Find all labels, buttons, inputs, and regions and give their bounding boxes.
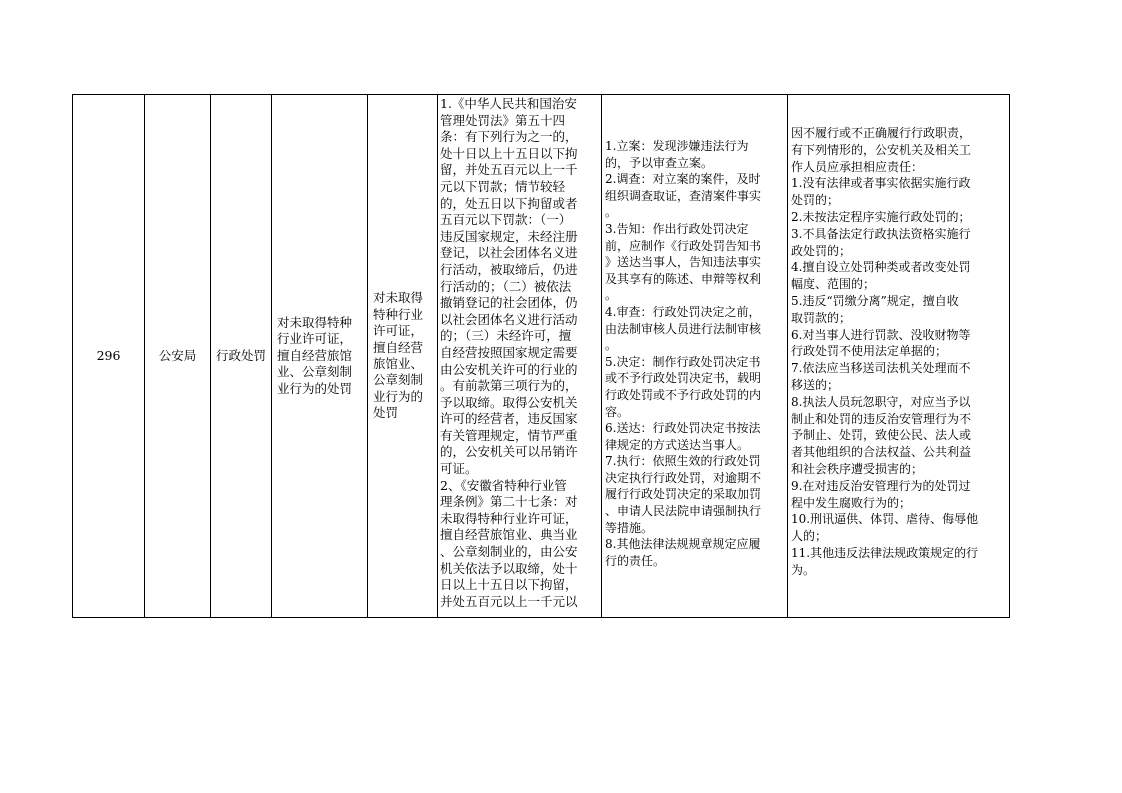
cell-responsibilities [602,95,788,617]
accountability-text: 因不履行或不正确履行行政职责， 有下列情形的，公安机关及相关工 作人员应承担相应责任： 1.没有法律或者事实依据实施行政 处罚的； 2.未按法定程序实施行政处罚的； 3.不具备法定行政执法资格实施行 政处罚的； 4.擅自设立处罚种类或者改变处罚 幅度、范围的； 5.违反“罚缴分离”规定，擅自收 取罚款的； 6.对当事人进行罚款、没收财物等 行政处罚不使用法定单据的； 7.依法应当移送司法机关处理而不 移送的； 8.执法人员玩忽职守，对应当予以 制止和处罚的违反治安管理行为不 予制止、处罚，致使公民、法人或 者其他组织的合法权益、公共利益 和社会秩序遭受损害的； 9.在对违反治安管理行为的处罚过 程中发生腐败行为的； 10.刑讯逼供、体罚、虐待、侮辱他 人的； 11.其他违反法律法规政策规定的行 为。 [791,126,979,577]
department-text: 公安局 [158,347,197,363]
cell-sub-item [368,95,438,617]
cell-accountability [788,95,1011,617]
legal-basis-text: 1.《中华人民共和国治安 管理处罚法》第五十四 条：有下列行为之一的， 处十日以上十五日以下拘 留，并处五百元以上一千 元以下罚款；情节较轻 的，处五日以下拘留或者 五百元以下罚款：（一） 违反国家规定，未经注册 登记，以社会团体名义进 行活动，被取缔后，仍进 行活动的；（二）被依法 撤销登记的社会团体，仍 以社会团体名义进行活动 的；（三）未经许可，擅 自经营按照国家规定需要 由公安机关许可的行业的 。有前款第三项行为的， 予以取缔。取得公安机关 许可的经营者，违反国家 有关管理规定，情节严重 的，公安机关可以吊销许 可证。 2、《安徽省特种行业管 理条例》第二十七条：对 未取得特种行业许可证， 擅自经营旅馆业、典当业 、公章刻制业的，由公安 机关依法予以取缔，处十 日以上十五日以下拘留， 并处五百元以上一千元以 [440,96,578,609]
sub-item-text: 对未取得 特种行业 许可证， 擅自经营 旅馆业、 公章刻制 业行为的 处罚 [373,290,424,421]
item-name-text: 对未取得特种 行业许可证， 擅自经营旅馆 业、公章刻制 业行为的处罚 [277,314,353,396]
cell-legal-basis [438,95,602,617]
cell-item-name [272,95,368,617]
cell-category [211,95,272,617]
cell-department [145,95,211,617]
row-number: 296 [96,347,121,363]
cell-number [73,95,145,617]
responsibilities-text: 1.立案：发现涉嫌违法行为 的，予以审查立案。 2.调查：对立案的案件，及时 组织调查取证，查清案件事实 。 3.告知：作出行政处罚决定 前，应制作《行政处罚告知书 》送达当事人，告知违法事实 及其享有的陈述、申辩等权利 。 4.审查：行政处罚决定之前， 由法制审核人员进行法制审核 。 5.决定：制作行政处罚决定书 或不予行政处罚决定书，载明 行政处罚或不予行政处罚的内 容。 6.送达：行政处罚决定书按法 律规定的方式送达当事人。 7.执行：依照生效的行政处罚 决定执行行政处罚，对逾期不 履行行政处罚决定的采取加罚 、申请人民法院申请强制执行 等措施。 8.其他法律法规规章规定应履 行的责任。 [605,139,762,568]
record-table [72,94,1010,618]
category-text: 行政处罚 [215,347,266,363]
